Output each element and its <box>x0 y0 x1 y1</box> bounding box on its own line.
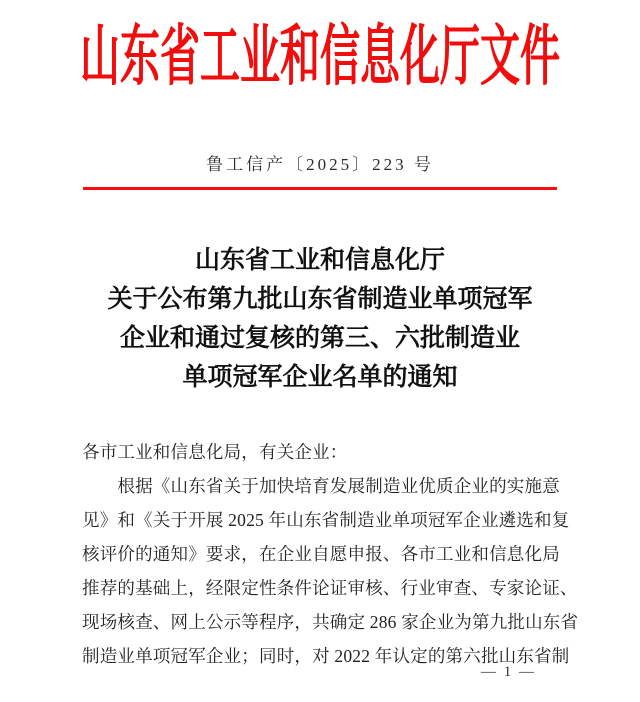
body-line: 推荐的基础上，经限定性条件论证审核、行业审查、专家论证、 <box>82 578 578 598</box>
body-line: 现场核查、网上公示等程序，共确定 286 家企业为第九批山东省 <box>82 612 579 632</box>
body-salutation: 各市工业和信息化局，有关企业： <box>82 442 348 462</box>
body-line: 见》和《关于开展 2025 年山东省制造业单项冠军企业遴选和复 <box>82 510 570 530</box>
document-body <box>82 435 579 673</box>
body-line: 根据《山东省关于加快培育发展制造业优质企业的实施意 <box>82 476 560 496</box>
body-line: 制造业单项冠军企业；同时，对 2022 年认定的第六批山东省制 <box>82 646 570 666</box>
body-line: 核评价的通知》要求，在企业自愿申报、各市工业和信息化局 <box>82 544 560 564</box>
title-line: 企业和通过复核的第三、六批制造业 <box>119 325 520 352</box>
title-line: 单项冠军企业名单的通知 <box>182 364 458 391</box>
page-number: — 1 — <box>481 664 536 680</box>
document-title <box>0 241 640 397</box>
doc-number: 鲁工信产〔2025〕223 号 <box>206 155 434 174</box>
title-line: 关于公布第九批山东省制造业单项冠军 <box>107 286 533 313</box>
agency-banner-row <box>0 19 640 94</box>
red-divider <box>83 187 557 190</box>
agency-banner: 山东省工业和信息化厅文件 <box>80 19 560 94</box>
title-line: 山东省工业和信息化厅 <box>194 247 445 274</box>
